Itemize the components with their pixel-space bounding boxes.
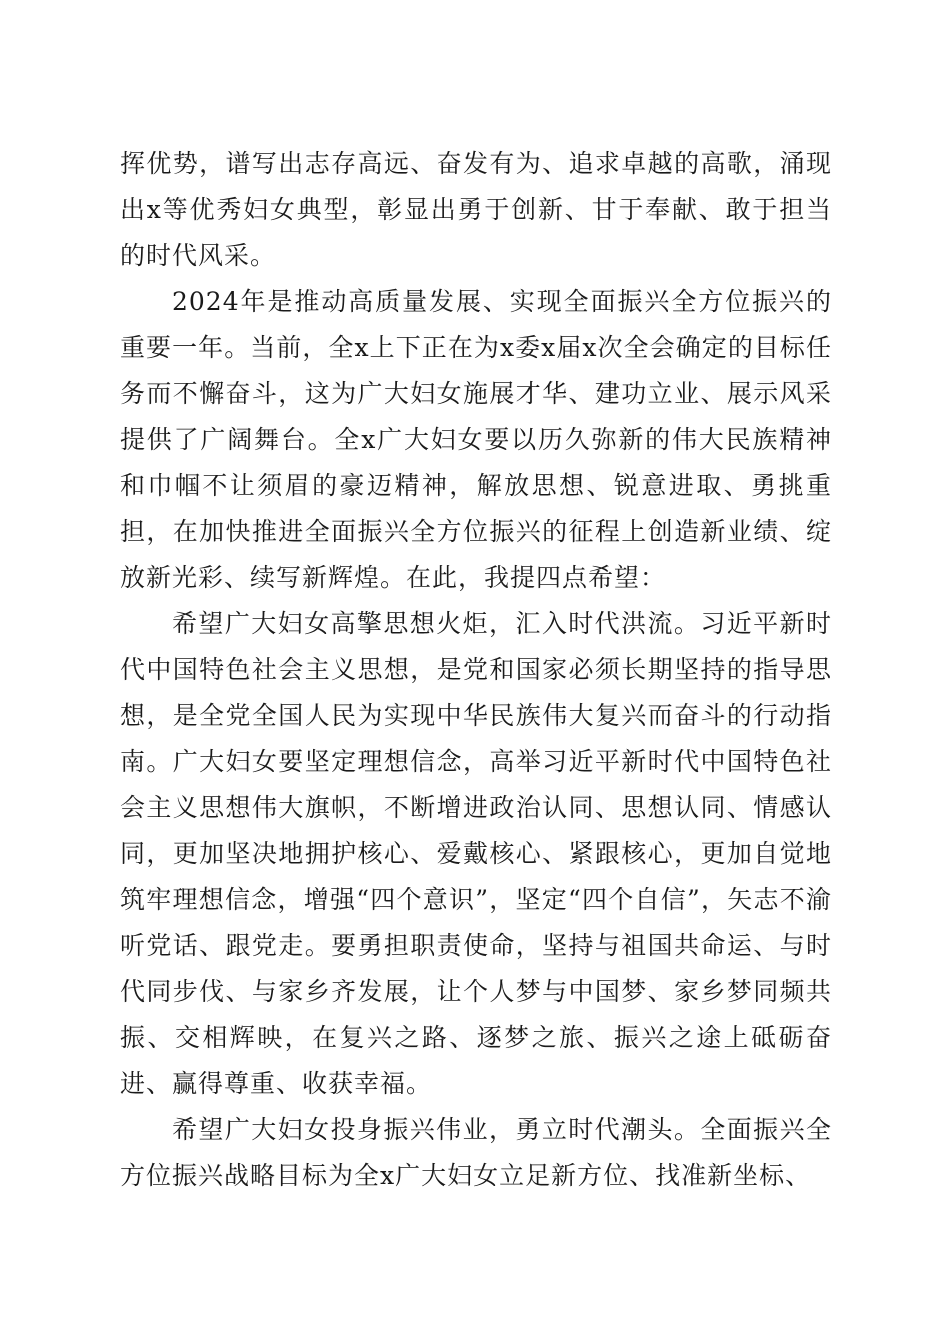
body-text	[120, 141, 832, 1199]
paragraph-continuation: 挥优势，谱写出志存高远、奋发有为、追求卓越的高歌，涌现出x等优秀妇女典型，彰显出勇于创新、甘于奉献、敢于担当的时代风采。	[120, 149, 832, 270]
paragraph-hope-revitalization: 希望广大妇女投身振兴伟业，勇立时代潮头。全面振兴全方位振兴战略目标为全x广大妇女立足新方位、找准新坐标、	[120, 1115, 832, 1190]
paragraph-2024-goals: 2024年是推动高质量发展、实现全面振兴全方位振兴的重要一年。当前，全x上下正在为x委x届x次全会确定的目标任务而不懈奋斗，这为广大妇女施展才华、建功立业、展示风采提供了广阔舞台。全x广大妇女要以历久弥新的伟大民族精神和巾帼不让须眉的豪迈精神，解放思想、锐意进取、勇挑重担，在加快推进全面振兴全方位振兴的征程上创造新业绩、绽放新光彩、续写新辉煌。在此，我提四点希望：	[120, 287, 832, 592]
paragraph-hope-thought: 希望广大妇女高擎思想火炬，汇入时代洪流。习近平新时代中国特色社会主义思想，是党和国家必须长期坚持的指导思想，是全党全国人民为实现中华民族伟大复兴而奋斗的行动指南。广大妇女要坚定理想信念，高举习近平新时代中国特色社会主义思想伟大旗帜，不断增进政治认同、思想认同、情感认同，更加坚决地拥护核心、爱戴核心、紧跟核心，更加自觉地筑牢理想信念，增强“四个意识”，坚定“四个自信”，矢志不渝听党话、跟党走。要勇担职责使命，坚持与祖国共命运、与时代同步伐、与家乡齐发展，让个人梦与中国梦、家乡梦同频共振、交相辉映，在复兴之路、逐梦之旅、振兴之途上砥砺奋进、赢得尊重、收获幸福。	[120, 609, 832, 1098]
